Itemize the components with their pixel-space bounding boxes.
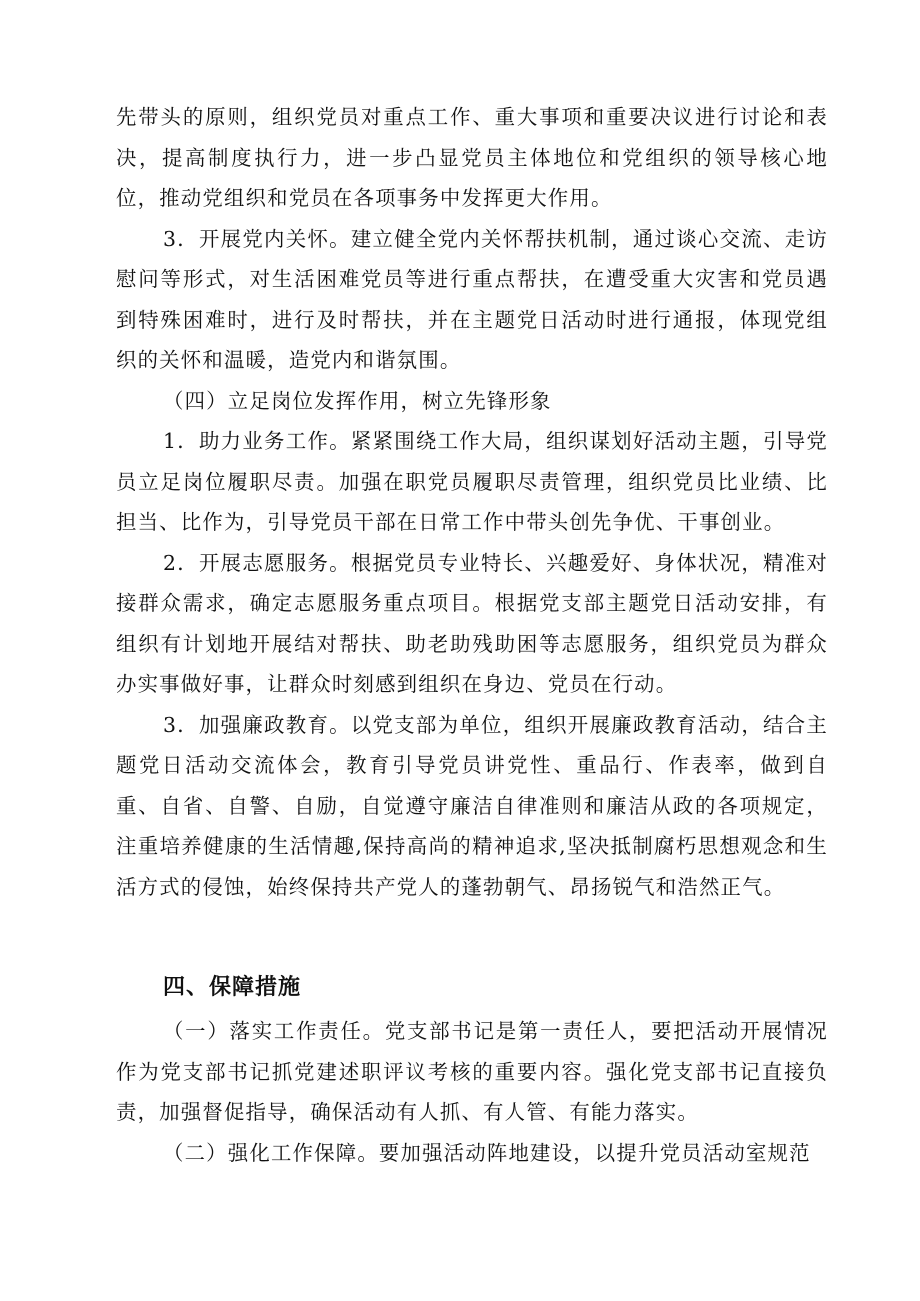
paragraph-party-care: 3．开展党内关怀。建立健全党内关怀帮扶机制，通过谈心交流、走访慰问等形式，对生活困难党员等进行重点帮扶，在遭受重大灾害和党员遇到特殊困难时，进行及时帮扶，并在主题党日活动时进行通报，体现党组织的关怀和温暖，造党内和谐氛围。 — [116, 226, 828, 372]
subsection-heading-4: （四）立足岗位发挥作用，树立先锋形象 — [163, 388, 552, 413]
paragraph-work-responsibility: （一）落实工作责任。党支部书记是第一责任人，要把活动开展情况作为党支部书记抓党建述职评议考核的重要内容。强化党支部书记直接负责，加强督促指导，确保活动有人抓、有人管、有能力落实。 — [116, 1019, 828, 1124]
body-text-upper — [116, 97, 828, 907]
paragraph-continuation: 先带头的原则，组织党员对重点工作、重大事项和重要决议进行讨论和表决，提高制度执行力，进一步凸显党员主体地位和党组织的领导核心地位，推动党组织和党员在各项事务中发挥更大作用。 — [116, 105, 828, 210]
paragraph-work-guarantee: （二）强化工作保障。要加强活动阵地建设，以提升党员活动室规范 — [163, 1140, 811, 1165]
section-heading-safeguards: 四、保障措施 — [163, 975, 302, 1000]
body-text-lower — [116, 1011, 828, 1173]
paragraph-assist-work: 1．助力业务工作。紧紧围绕工作大局，组织谋划好活动主题，引导党员立足岗位履职尽责。加强在职党员履职尽责管理，组织党员比业绩、比担当、比作为，引导党员干部在日常工作中带头创先争优、干事创业。 — [116, 429, 828, 534]
paragraph-integrity-education: 3．加强廉政教育。以党支部为单位，组织开展廉政教育活动，结合主题党日活动交流体会，教育引导党员讲党性、重品行、作表率，做到自重、自省、自警、自励，自觉遵守廉洁自律准则和廉洁从政的各项规定，注重培养健康的生活情趣,保持高尚的精神追求,坚决抵制腐朽思想观念和生活方式的侵蚀，始终保持共产党人的蓬勃朝气、昂扬锐气和浩然正气。 — [116, 712, 828, 899]
paragraph-volunteer-service: 2．开展志愿服务。根据党员专业特长、兴趣爱好、身体状况，精准对接群众需求，确定志愿服务重点项目。根据党支部主题党日活动安排，有组织有计划地开展结对帮扶、助老助残助困等志愿服务，组织党员为群众办实事做好事，让群众时刻感到组织在身边、党员在行动。 — [116, 550, 828, 696]
